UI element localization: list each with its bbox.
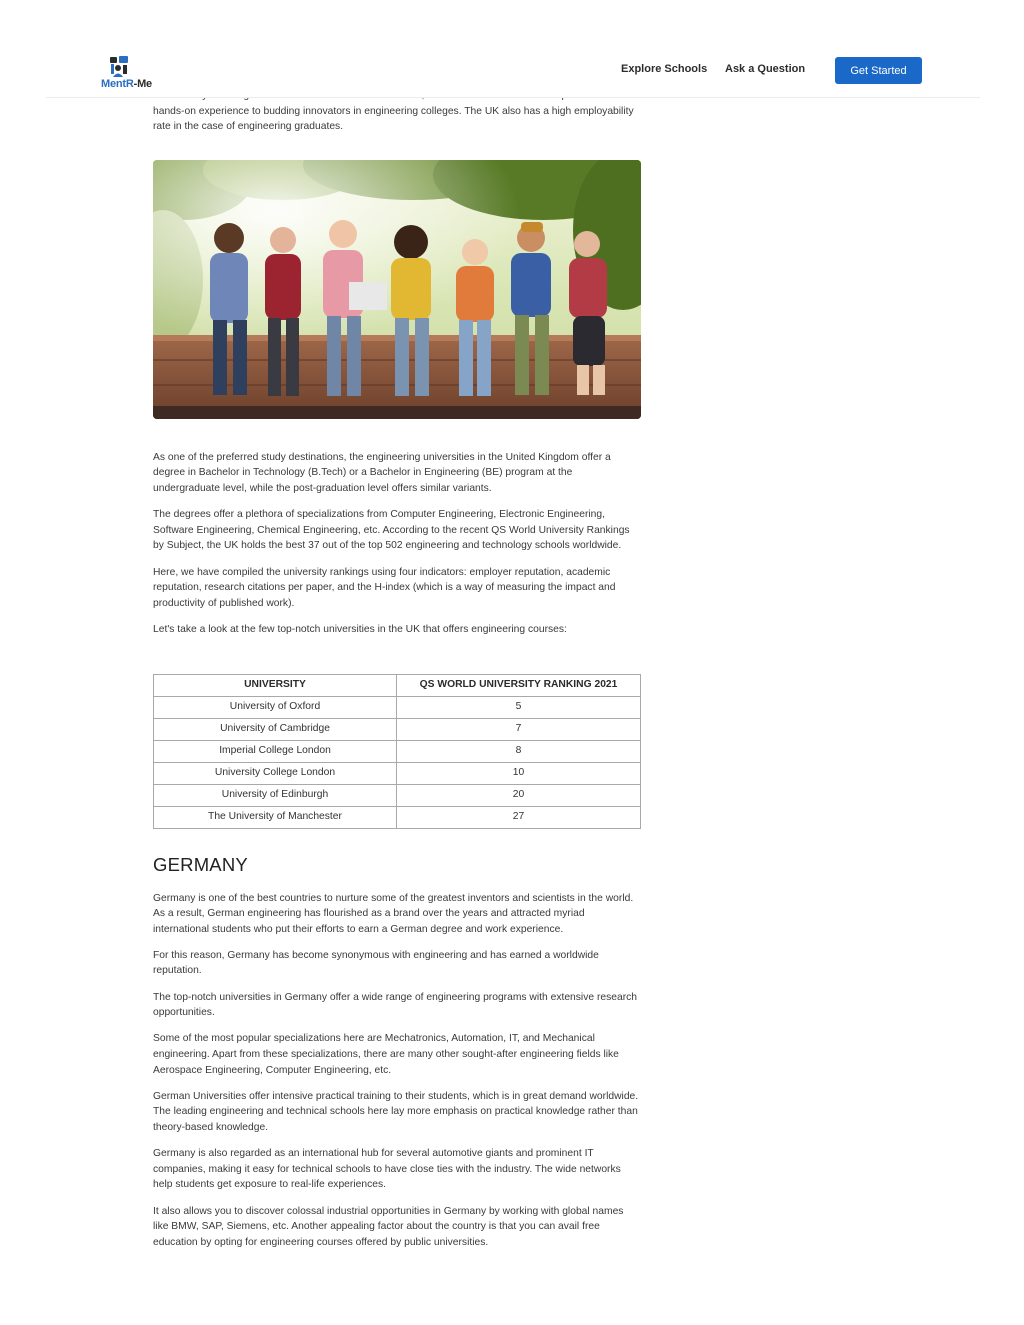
ranking-cell: 10 — [397, 762, 641, 784]
article-body — [153, 88, 641, 1261]
logo-mark-icon — [108, 55, 132, 79]
table-header-row — [154, 674, 641, 696]
uk-paragraph-2: The degrees offer a plethora of specializations from Computer Engineering, Electronic Engineering, Software Engineering, Chemical Engineering, etc. According to the recent QS World University Rankings by Subject, the UK holds the best 37 out of the top 502 engineering and technology schools worldwide. — [153, 509, 630, 552]
nav-ask-question[interactable]: Ask a Question — [725, 63, 806, 75]
logo-text-part2: -Me — [133, 78, 152, 90]
ranking-cell: 5 — [397, 696, 641, 718]
student-group-photo-icon — [153, 160, 641, 419]
university-cell: University of Edinburgh — [154, 784, 397, 806]
ranking-cell: 27 — [397, 806, 641, 828]
germany-paragraph-6: Germany is also regarded as an international hub for several automotive giants and prominent IT companies, making it easy for technical schools to have close ties with the industry. The wide networks help students get exposure to real-life experiences. — [153, 1148, 621, 1191]
uk-paragraph-3: Here, we have compiled the university rankings using four indicators: employer reputation, academic reputation, research citations per paper, and the H-index (which is a way of measuring the impact and productivity of published work). — [153, 566, 616, 609]
university-cell: Imperial College London — [154, 740, 397, 762]
nav-explore-schools[interactable]: Explore Schools — [621, 63, 708, 75]
table-row — [154, 696, 641, 718]
university-cell: The University of Manchester — [154, 806, 397, 828]
university-cell: University of Oxford — [154, 696, 397, 718]
table-row — [154, 740, 641, 762]
germany-paragraph-2: For this reason, Germany has become synonymous with engineering and has earned a worldwide reputation. — [153, 949, 599, 977]
germany-heading: GERMANY — [153, 853, 248, 875]
intro-rest: hands-on experience to budding innovators in engineering colleges. The UK also has a high employability rate in the case of engineering graduates. — [153, 105, 634, 133]
university-cell: University College London — [154, 762, 397, 784]
header-divider — [46, 97, 980, 98]
get-started-button[interactable]: Get Started — [835, 57, 922, 84]
logo[interactable] — [101, 55, 157, 91]
column-header-ranking: QS WORLD UNIVERSITY RANKING 2021 — [397, 674, 641, 696]
university-cell: University of Cambridge — [154, 718, 397, 740]
logo-wordmark — [101, 78, 152, 90]
student-group-photo — [153, 160, 641, 419]
uk-paragraph-1: As one of the preferred study destinations, the engineering universities in the United Kingdom offer a degree in Bachelor in Technology (B.Tech) or a Bachelor in Engineering (BE) program at the undergraduate level, while the post-graduation level offers similar variants. — [153, 451, 611, 494]
germany-paragraph-3: The top-notch universities in Germany offer a wide range of engineering programs with extensive research opportunities. — [153, 991, 638, 1019]
table-row — [154, 806, 641, 828]
uk-ranking-table — [153, 674, 641, 829]
germany-paragraph-5: German Universities offer intensive practical training to their students, which is in great demand worldwide. The leading engineering and technical schools here lay more emphasis on practical knowledge rather than theory-based knowledge. — [153, 1090, 639, 1133]
table-row — [154, 784, 641, 806]
germany-paragraph-1: Germany is one of the best countries to nurture some of the greatest inventors and scientists in the world. As a result, German engineering has flourished as a brand over the years and attracted myriad international students who put their efforts to earn a German degree and work experience. — [153, 892, 634, 935]
uk-paragraph-4: Let's take a look at the few top-notch universities in the UK that offers engineering courses: — [153, 623, 567, 635]
ranking-cell: 20 — [397, 784, 641, 806]
site-header — [0, 0, 1024, 98]
table-row — [154, 718, 641, 740]
column-header-university: UNIVERSITY — [154, 674, 397, 696]
ranking-cell: 7 — [397, 718, 641, 740]
germany-paragraph-4: Some of the most popular specializations here are Mechatronics, Automation, IT, and Mechanical engineering. Apart from these specializations, there are many other sought-after engineering fields like Aerospace Engineering, Computer Engineering, etc. — [153, 1033, 619, 1076]
logo-text-part1: MentR — [101, 78, 134, 90]
ranking-cell: 8 — [397, 740, 641, 762]
germany-paragraph-7: It also allows you to discover colossal industrial opportunities in Germany by working with global names like BMW, SAP, Siemens, etc. Another appealing factor about the country is that you can avail free education by opting for engineering courses offered by public universities. — [153, 1205, 624, 1248]
table-row — [154, 762, 641, 784]
